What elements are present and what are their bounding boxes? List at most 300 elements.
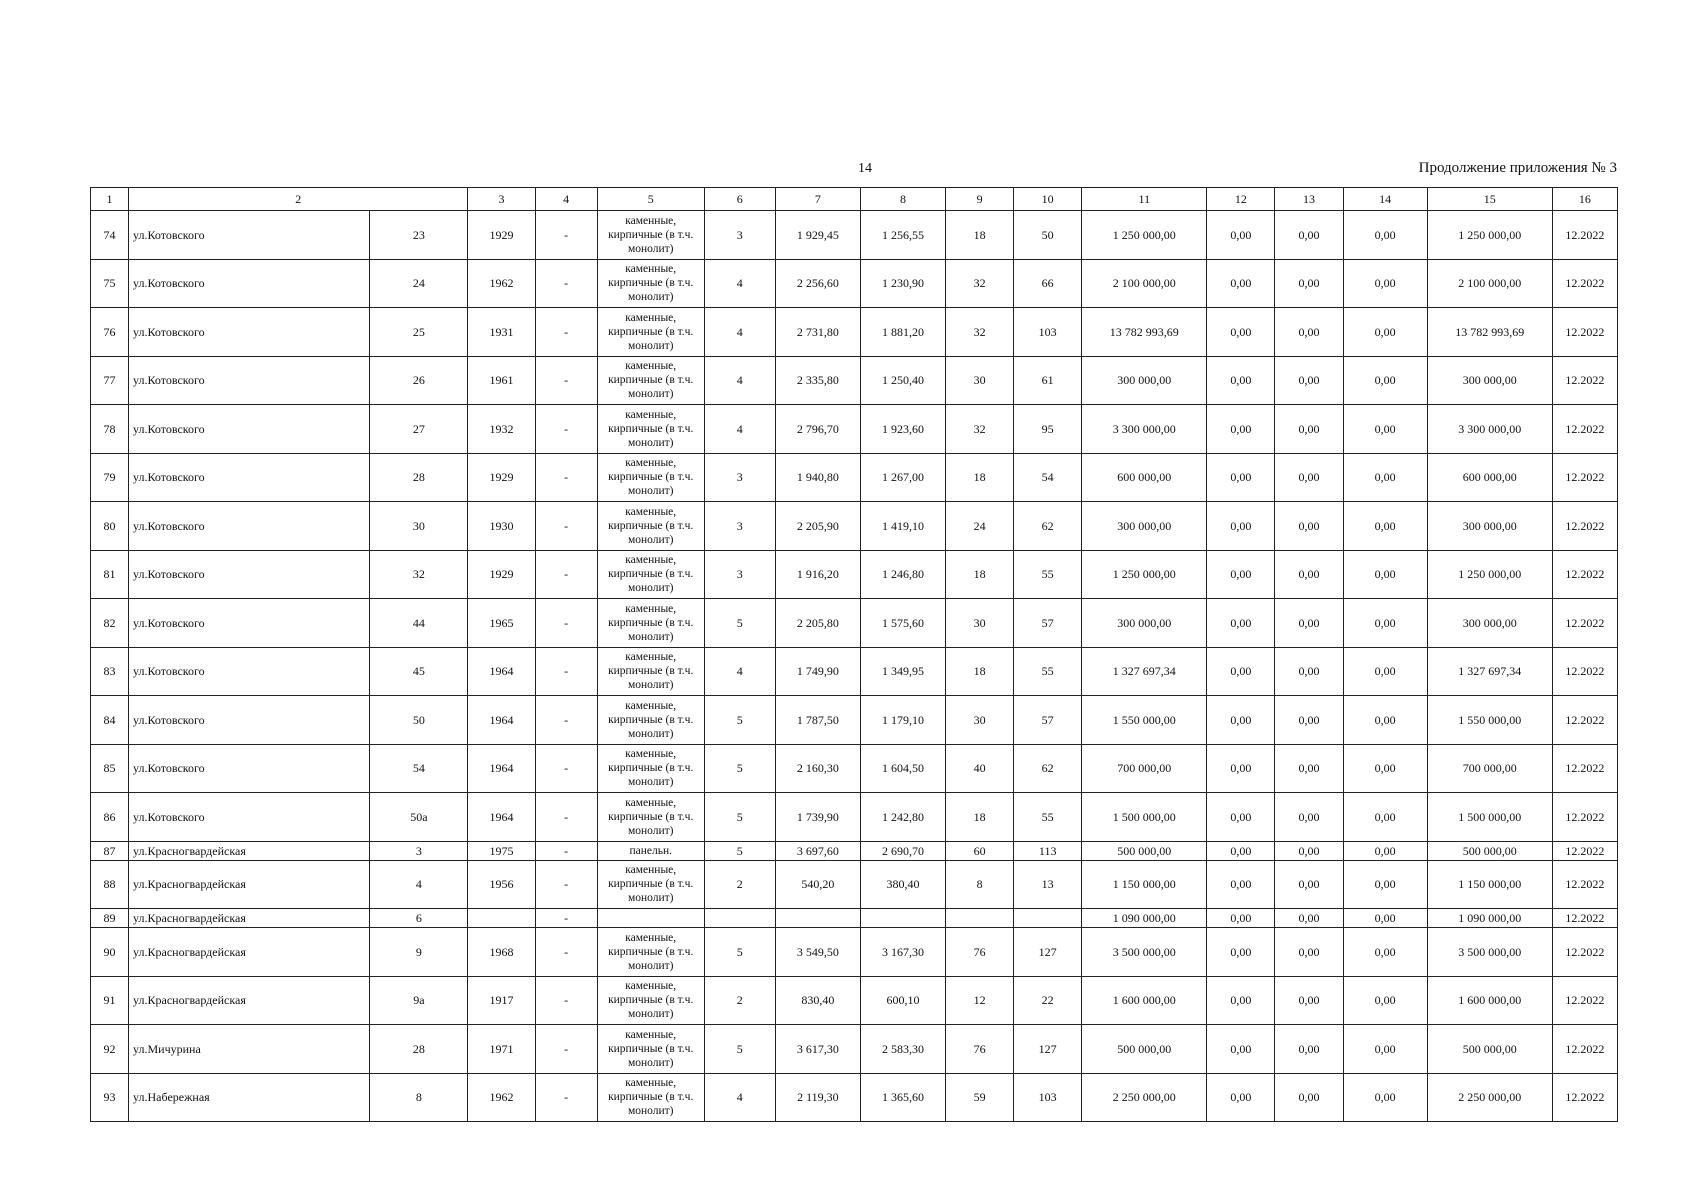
date-cell: 12.2022 bbox=[1552, 909, 1617, 928]
floors-cell: 3 bbox=[704, 550, 775, 599]
col10-cell: 55 bbox=[1014, 647, 1082, 696]
col4-cell: - bbox=[535, 647, 597, 696]
col14-cell: 0,00 bbox=[1343, 909, 1427, 928]
row-number: 79 bbox=[91, 453, 129, 502]
col14-cell: 0,00 bbox=[1343, 211, 1427, 260]
year-cell: 1930 bbox=[468, 502, 535, 551]
col-number-11: 11 bbox=[1082, 188, 1207, 211]
col4-cell: - bbox=[535, 453, 597, 502]
col9-cell: 24 bbox=[946, 502, 1014, 551]
total-area-cell bbox=[775, 909, 860, 928]
col4-cell: - bbox=[535, 744, 597, 793]
col11-amount-cell: 300 000,00 bbox=[1082, 599, 1207, 648]
house-cell: 24 bbox=[370, 259, 468, 308]
table-row bbox=[91, 696, 1618, 745]
col9-cell: 30 bbox=[946, 696, 1014, 745]
col13-cell: 0,00 bbox=[1275, 860, 1343, 909]
floors-cell: 4 bbox=[704, 259, 775, 308]
year-cell bbox=[468, 909, 535, 928]
col11-amount-cell: 1 500 000,00 bbox=[1082, 793, 1207, 842]
col13-cell: 0,00 bbox=[1275, 502, 1343, 551]
total-area-cell: 1 739,90 bbox=[775, 793, 860, 842]
col15-amount-cell: 1 250 000,00 bbox=[1427, 211, 1552, 260]
col4-cell: - bbox=[535, 841, 597, 860]
total-area-cell: 1 929,45 bbox=[775, 211, 860, 260]
col11-amount-cell: 2 250 000,00 bbox=[1082, 1073, 1207, 1122]
col13-cell: 0,00 bbox=[1275, 599, 1343, 648]
floors-cell: 4 bbox=[704, 647, 775, 696]
col11-amount-cell: 3 500 000,00 bbox=[1082, 928, 1207, 977]
total-area-cell: 3 617,30 bbox=[775, 1025, 860, 1074]
year-cell: 1929 bbox=[468, 453, 535, 502]
col10-cell: 50 bbox=[1014, 211, 1082, 260]
col9-cell: 18 bbox=[946, 211, 1014, 260]
floors-cell: 5 bbox=[704, 599, 775, 648]
col13-cell: 0,00 bbox=[1275, 841, 1343, 860]
col12-cell: 0,00 bbox=[1207, 841, 1275, 860]
house-cell: 9 bbox=[370, 928, 468, 977]
total-area-cell: 2 205,80 bbox=[775, 599, 860, 648]
street-cell: ул.Набережная bbox=[129, 1073, 370, 1122]
row-number: 93 bbox=[91, 1073, 129, 1122]
date-cell: 12.2022 bbox=[1552, 841, 1617, 860]
floors-cell: 5 bbox=[704, 841, 775, 860]
col9-cell: 18 bbox=[946, 647, 1014, 696]
residential-area-cell: 1 267,00 bbox=[860, 453, 945, 502]
house-cell: 3 bbox=[370, 841, 468, 860]
material-cell: каменные, кирпичные (в т.ч. монолит) bbox=[597, 308, 704, 357]
table-row bbox=[91, 599, 1618, 648]
col15-amount-cell: 700 000,00 bbox=[1427, 744, 1552, 793]
col12-cell: 0,00 bbox=[1207, 1073, 1275, 1122]
floors-cell: 3 bbox=[704, 502, 775, 551]
col10-cell bbox=[1014, 909, 1082, 928]
year-cell: 1968 bbox=[468, 928, 535, 977]
year-cell: 1929 bbox=[468, 550, 535, 599]
col15-amount-cell: 300 000,00 bbox=[1427, 599, 1552, 648]
col12-cell: 0,00 bbox=[1207, 928, 1275, 977]
col10-cell: 66 bbox=[1014, 259, 1082, 308]
col14-cell: 0,00 bbox=[1343, 405, 1427, 454]
floors-cell: 4 bbox=[704, 356, 775, 405]
date-cell: 12.2022 bbox=[1552, 696, 1617, 745]
floors-cell bbox=[704, 909, 775, 928]
house-cell: 23 bbox=[370, 211, 468, 260]
table-row bbox=[91, 502, 1618, 551]
table-row bbox=[91, 259, 1618, 308]
col12-cell: 0,00 bbox=[1207, 405, 1275, 454]
floors-cell: 5 bbox=[704, 928, 775, 977]
residential-area-cell: 1 246,80 bbox=[860, 550, 945, 599]
col12-cell: 0,00 bbox=[1207, 860, 1275, 909]
col10-cell: 55 bbox=[1014, 550, 1082, 599]
col11-amount-cell: 300 000,00 bbox=[1082, 502, 1207, 551]
row-number: 75 bbox=[91, 259, 129, 308]
floors-cell: 3 bbox=[704, 211, 775, 260]
col10-cell: 103 bbox=[1014, 308, 1082, 357]
table-row bbox=[91, 793, 1618, 842]
residential-area-cell: 600,10 bbox=[860, 976, 945, 1025]
date-cell: 12.2022 bbox=[1552, 976, 1617, 1025]
material-cell: каменные, кирпичные (в т.ч. монолит) bbox=[597, 860, 704, 909]
col15-amount-cell: 1 150 000,00 bbox=[1427, 860, 1552, 909]
col10-cell: 22 bbox=[1014, 976, 1082, 1025]
street-cell: ул.Красногвардейская bbox=[129, 976, 370, 1025]
col13-cell: 0,00 bbox=[1275, 976, 1343, 1025]
col15-amount-cell: 300 000,00 bbox=[1427, 502, 1552, 551]
col12-cell: 0,00 bbox=[1207, 599, 1275, 648]
col9-cell: 60 bbox=[946, 841, 1014, 860]
col9-cell: 59 bbox=[946, 1073, 1014, 1122]
total-area-cell: 2 205,90 bbox=[775, 502, 860, 551]
street-cell: ул.Красногвардейская bbox=[129, 928, 370, 977]
date-cell: 12.2022 bbox=[1552, 599, 1617, 648]
house-cell: 4 bbox=[370, 860, 468, 909]
col14-cell: 0,00 bbox=[1343, 502, 1427, 551]
col14-cell: 0,00 bbox=[1343, 308, 1427, 357]
col9-cell: 32 bbox=[946, 259, 1014, 308]
house-cell: 27 bbox=[370, 405, 468, 454]
house-cell: 28 bbox=[370, 1025, 468, 1074]
col14-cell: 0,00 bbox=[1343, 599, 1427, 648]
col9-cell bbox=[946, 909, 1014, 928]
col13-cell: 0,00 bbox=[1275, 211, 1343, 260]
house-cell: 45 bbox=[370, 647, 468, 696]
total-area-cell: 830,40 bbox=[775, 976, 860, 1025]
col12-cell: 0,00 bbox=[1207, 647, 1275, 696]
col13-cell: 0,00 bbox=[1275, 308, 1343, 357]
residential-area-cell: 2 690,70 bbox=[860, 841, 945, 860]
col11-amount-cell: 500 000,00 bbox=[1082, 841, 1207, 860]
table-row bbox=[91, 928, 1618, 977]
col15-amount-cell: 600 000,00 bbox=[1427, 453, 1552, 502]
table-row bbox=[91, 909, 1618, 928]
col13-cell: 0,00 bbox=[1275, 647, 1343, 696]
col13-cell: 0,00 bbox=[1275, 696, 1343, 745]
date-cell: 12.2022 bbox=[1552, 744, 1617, 793]
col9-cell: 30 bbox=[946, 356, 1014, 405]
col11-amount-cell: 1 150 000,00 bbox=[1082, 860, 1207, 909]
total-area-cell: 3 697,60 bbox=[775, 841, 860, 860]
material-cell: каменные, кирпичные (в т.ч. монолит) bbox=[597, 502, 704, 551]
row-number: 78 bbox=[91, 405, 129, 454]
table-row bbox=[91, 1025, 1618, 1074]
residential-area-cell: 1 230,90 bbox=[860, 259, 945, 308]
col12-cell: 0,00 bbox=[1207, 793, 1275, 842]
col-number-14: 14 bbox=[1343, 188, 1427, 211]
street-cell: ул.Мичурина bbox=[129, 1025, 370, 1074]
house-cell: 8 bbox=[370, 1073, 468, 1122]
date-cell: 12.2022 bbox=[1552, 1073, 1617, 1122]
total-area-cell: 2 119,30 bbox=[775, 1073, 860, 1122]
residential-area-cell: 1 575,60 bbox=[860, 599, 945, 648]
row-number: 76 bbox=[91, 308, 129, 357]
residential-area-cell: 1 179,10 bbox=[860, 696, 945, 745]
col13-cell: 0,00 bbox=[1275, 405, 1343, 454]
col-number-2: 2 bbox=[129, 188, 468, 211]
house-cell: 30 bbox=[370, 502, 468, 551]
col11-amount-cell: 3 300 000,00 bbox=[1082, 405, 1207, 454]
date-cell: 12.2022 bbox=[1552, 502, 1617, 551]
col-number-5: 5 bbox=[597, 188, 704, 211]
total-area-cell: 2 335,80 bbox=[775, 356, 860, 405]
col11-amount-cell: 500 000,00 bbox=[1082, 1025, 1207, 1074]
residential-area-cell: 1 256,55 bbox=[860, 211, 945, 260]
date-cell: 12.2022 bbox=[1552, 211, 1617, 260]
col14-cell: 0,00 bbox=[1343, 1073, 1427, 1122]
floors-cell: 5 bbox=[704, 1025, 775, 1074]
year-cell: 1964 bbox=[468, 744, 535, 793]
col14-cell: 0,00 bbox=[1343, 259, 1427, 308]
col14-cell: 0,00 bbox=[1343, 928, 1427, 977]
date-cell: 12.2022 bbox=[1552, 860, 1617, 909]
col-number-7: 7 bbox=[775, 188, 860, 211]
col13-cell: 0,00 bbox=[1275, 1073, 1343, 1122]
col-number-4: 4 bbox=[535, 188, 597, 211]
col15-amount-cell: 1 090 000,00 bbox=[1427, 909, 1552, 928]
col15-amount-cell: 13 782 993,69 bbox=[1427, 308, 1552, 357]
col4-cell: - bbox=[535, 909, 597, 928]
col15-amount-cell: 300 000,00 bbox=[1427, 356, 1552, 405]
date-cell: 12.2022 bbox=[1552, 550, 1617, 599]
street-cell: ул.Красногвардейская bbox=[129, 909, 370, 928]
col4-cell: - bbox=[535, 308, 597, 357]
street-cell: ул.Котовского bbox=[129, 502, 370, 551]
residential-area-cell: 1 349,95 bbox=[860, 647, 945, 696]
material-cell: каменные, кирпичные (в т.ч. монолит) bbox=[597, 696, 704, 745]
col12-cell: 0,00 bbox=[1207, 1025, 1275, 1074]
col10-cell: 62 bbox=[1014, 502, 1082, 551]
street-cell: ул.Котовского bbox=[129, 405, 370, 454]
col4-cell: - bbox=[535, 1073, 597, 1122]
material-cell: каменные, кирпичные (в т.ч. монолит) bbox=[597, 976, 704, 1025]
row-number: 83 bbox=[91, 647, 129, 696]
house-cell: 28 bbox=[370, 453, 468, 502]
residential-area-cell: 1 242,80 bbox=[860, 793, 945, 842]
row-number: 91 bbox=[91, 976, 129, 1025]
total-area-cell: 1 916,20 bbox=[775, 550, 860, 599]
col11-amount-cell: 300 000,00 bbox=[1082, 356, 1207, 405]
col4-cell: - bbox=[535, 211, 597, 260]
col15-amount-cell: 3 300 000,00 bbox=[1427, 405, 1552, 454]
material-cell: каменные, кирпичные (в т.ч. монолит) bbox=[597, 550, 704, 599]
col14-cell: 0,00 bbox=[1343, 793, 1427, 842]
col4-cell: - bbox=[535, 550, 597, 599]
year-cell: 1932 bbox=[468, 405, 535, 454]
col10-cell: 61 bbox=[1014, 356, 1082, 405]
col4-cell: - bbox=[535, 696, 597, 745]
total-area-cell: 1 940,80 bbox=[775, 453, 860, 502]
col4-cell: - bbox=[535, 405, 597, 454]
col12-cell: 0,00 bbox=[1207, 909, 1275, 928]
table-row bbox=[91, 211, 1618, 260]
total-area-cell: 2 731,80 bbox=[775, 308, 860, 357]
col15-amount-cell: 3 500 000,00 bbox=[1427, 928, 1552, 977]
col10-cell: 55 bbox=[1014, 793, 1082, 842]
col14-cell: 0,00 bbox=[1343, 976, 1427, 1025]
continuation-title: Продолжение приложения № 3 bbox=[1418, 160, 1617, 176]
date-cell: 12.2022 bbox=[1552, 453, 1617, 502]
col12-cell: 0,00 bbox=[1207, 502, 1275, 551]
table-row bbox=[91, 976, 1618, 1025]
house-cell: 26 bbox=[370, 356, 468, 405]
house-cell: 9а bbox=[370, 976, 468, 1025]
col9-cell: 40 bbox=[946, 744, 1014, 793]
floors-cell: 5 bbox=[704, 793, 775, 842]
col15-amount-cell: 500 000,00 bbox=[1427, 1025, 1552, 1074]
row-number: 89 bbox=[91, 909, 129, 928]
residential-area-cell: 1 250,40 bbox=[860, 356, 945, 405]
material-cell: каменные, кирпичные (в т.ч. монолит) bbox=[597, 744, 704, 793]
col-number-12: 12 bbox=[1207, 188, 1275, 211]
date-cell: 12.2022 bbox=[1552, 1025, 1617, 1074]
col-number-1: 1 bbox=[91, 188, 129, 211]
col4-cell: - bbox=[535, 356, 597, 405]
col-number-16: 16 bbox=[1552, 188, 1617, 211]
material-cell bbox=[597, 909, 704, 928]
material-cell: каменные, кирпичные (в т.ч. монолит) bbox=[597, 1025, 704, 1074]
col11-amount-cell: 13 782 993,69 bbox=[1082, 308, 1207, 357]
col12-cell: 0,00 bbox=[1207, 696, 1275, 745]
col14-cell: 0,00 bbox=[1343, 453, 1427, 502]
year-cell: 1965 bbox=[468, 599, 535, 648]
material-cell: каменные, кирпичные (в т.ч. монолит) bbox=[597, 405, 704, 454]
street-cell: ул.Котовского bbox=[129, 599, 370, 648]
material-cell: каменные, кирпичные (в т.ч. монолит) bbox=[597, 453, 704, 502]
col9-cell: 12 bbox=[946, 976, 1014, 1025]
col14-cell: 0,00 bbox=[1343, 744, 1427, 793]
col14-cell: 0,00 bbox=[1343, 550, 1427, 599]
col12-cell: 0,00 bbox=[1207, 976, 1275, 1025]
street-cell: ул.Красногвардейская bbox=[129, 841, 370, 860]
street-cell: ул.Котовского bbox=[129, 696, 370, 745]
street-cell: ул.Котовского bbox=[129, 308, 370, 357]
row-number: 92 bbox=[91, 1025, 129, 1074]
col9-cell: 32 bbox=[946, 308, 1014, 357]
col15-amount-cell: 1 600 000,00 bbox=[1427, 976, 1552, 1025]
col4-cell: - bbox=[535, 860, 597, 909]
col12-cell: 0,00 bbox=[1207, 550, 1275, 599]
street-cell: ул.Котовского bbox=[129, 453, 370, 502]
residential-area-cell bbox=[860, 909, 945, 928]
residential-area-cell: 1 604,50 bbox=[860, 744, 945, 793]
col11-amount-cell: 1 090 000,00 bbox=[1082, 909, 1207, 928]
material-cell: каменные, кирпичные (в т.ч. монолит) bbox=[597, 647, 704, 696]
col-number-6: 6 bbox=[704, 188, 775, 211]
residential-area-cell: 3 167,30 bbox=[860, 928, 945, 977]
street-cell: ул.Красногвардейская bbox=[129, 860, 370, 909]
floors-cell: 4 bbox=[704, 308, 775, 357]
col14-cell: 0,00 bbox=[1343, 696, 1427, 745]
house-cell: 50 bbox=[370, 696, 468, 745]
row-number: 81 bbox=[91, 550, 129, 599]
residential-area-cell: 1 419,10 bbox=[860, 502, 945, 551]
street-cell: ул.Котовского bbox=[129, 793, 370, 842]
col15-amount-cell: 1 500 000,00 bbox=[1427, 793, 1552, 842]
date-cell: 12.2022 bbox=[1552, 356, 1617, 405]
col15-amount-cell: 1 327 697,34 bbox=[1427, 647, 1552, 696]
year-cell: 1956 bbox=[468, 860, 535, 909]
col12-cell: 0,00 bbox=[1207, 259, 1275, 308]
material-cell: каменные, кирпичные (в т.ч. монолит) bbox=[597, 793, 704, 842]
col11-amount-cell: 1 550 000,00 bbox=[1082, 696, 1207, 745]
col4-cell: - bbox=[535, 502, 597, 551]
col9-cell: 18 bbox=[946, 793, 1014, 842]
col11-amount-cell: 600 000,00 bbox=[1082, 453, 1207, 502]
row-number: 87 bbox=[91, 841, 129, 860]
col9-cell: 30 bbox=[946, 599, 1014, 648]
col10-cell: 62 bbox=[1014, 744, 1082, 793]
col-number-15: 15 bbox=[1427, 188, 1552, 211]
floors-cell: 2 bbox=[704, 976, 775, 1025]
date-cell: 12.2022 bbox=[1552, 928, 1617, 977]
year-cell: 1931 bbox=[468, 308, 535, 357]
col4-cell: - bbox=[535, 793, 597, 842]
street-cell: ул.Котовского bbox=[129, 356, 370, 405]
col11-amount-cell: 1 250 000,00 bbox=[1082, 211, 1207, 260]
table-row bbox=[91, 308, 1618, 357]
col14-cell: 0,00 bbox=[1343, 647, 1427, 696]
col13-cell: 0,00 bbox=[1275, 356, 1343, 405]
date-cell: 12.2022 bbox=[1552, 259, 1617, 308]
year-cell: 1917 bbox=[468, 976, 535, 1025]
page-number: 14 bbox=[858, 161, 872, 176]
residential-area-cell: 1 365,60 bbox=[860, 1073, 945, 1122]
residential-area-cell: 380,40 bbox=[860, 860, 945, 909]
total-area-cell: 1 787,50 bbox=[775, 696, 860, 745]
table-row bbox=[91, 550, 1618, 599]
year-cell: 1929 bbox=[468, 211, 535, 260]
table-row bbox=[91, 1073, 1618, 1122]
col10-cell: 54 bbox=[1014, 453, 1082, 502]
col13-cell: 0,00 bbox=[1275, 909, 1343, 928]
col9-cell: 8 bbox=[946, 860, 1014, 909]
row-number: 77 bbox=[91, 356, 129, 405]
table-row bbox=[91, 453, 1618, 502]
floors-cell: 2 bbox=[704, 860, 775, 909]
material-cell: каменные, кирпичные (в т.ч. монолит) bbox=[597, 259, 704, 308]
col-number-3: 3 bbox=[468, 188, 535, 211]
material-cell: каменные, кирпичные (в т.ч. монолит) bbox=[597, 599, 704, 648]
house-cell: 25 bbox=[370, 308, 468, 357]
col11-amount-cell: 2 100 000,00 bbox=[1082, 259, 1207, 308]
total-area-cell: 540,20 bbox=[775, 860, 860, 909]
total-area-cell: 2 160,30 bbox=[775, 744, 860, 793]
total-area-cell: 1 749,90 bbox=[775, 647, 860, 696]
col12-cell: 0,00 bbox=[1207, 453, 1275, 502]
col-number-13: 13 bbox=[1275, 188, 1343, 211]
row-number: 82 bbox=[91, 599, 129, 648]
col10-cell: 127 bbox=[1014, 928, 1082, 977]
col13-cell: 0,00 bbox=[1275, 550, 1343, 599]
table-row bbox=[91, 405, 1618, 454]
col15-amount-cell: 2 100 000,00 bbox=[1427, 259, 1552, 308]
col10-cell: 95 bbox=[1014, 405, 1082, 454]
residential-area-cell: 1 881,20 bbox=[860, 308, 945, 357]
year-cell: 1975 bbox=[468, 841, 535, 860]
col4-cell: - bbox=[535, 599, 597, 648]
col-number-10: 10 bbox=[1014, 188, 1082, 211]
street-cell: ул.Котовского bbox=[129, 259, 370, 308]
year-cell: 1964 bbox=[468, 647, 535, 696]
floors-cell: 5 bbox=[704, 696, 775, 745]
total-area-cell: 3 549,50 bbox=[775, 928, 860, 977]
col4-cell: - bbox=[535, 259, 597, 308]
col10-cell: 57 bbox=[1014, 696, 1082, 745]
col10-cell: 13 bbox=[1014, 860, 1082, 909]
col15-amount-cell: 1 250 000,00 bbox=[1427, 550, 1552, 599]
material-cell: панельн. bbox=[597, 841, 704, 860]
